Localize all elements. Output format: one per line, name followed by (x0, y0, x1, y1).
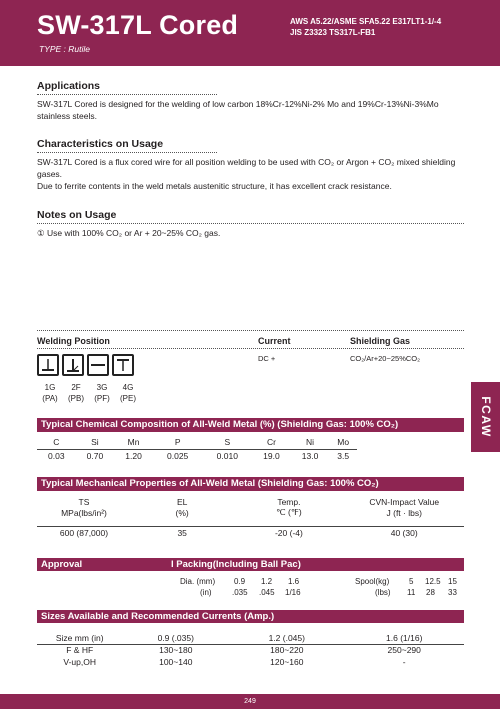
position-3g: 3G (96, 383, 108, 392)
spool-kg-label: Spool(kg) (355, 577, 390, 586)
chem-value-p: 0.025 (167, 450, 189, 461)
current-heading: Current (258, 336, 291, 346)
chem-value-si: 0.70 (86, 450, 104, 461)
spool-lbs-1: 28 (426, 588, 435, 597)
sizes-header-row (37, 632, 464, 644)
chem-value-mn: 1.20 (125, 450, 142, 461)
dia-in-1: .045 (259, 588, 275, 597)
mech-header-temp: Temp. (277, 496, 301, 507)
characteristics-text-1: SW-317L Cored is a flux cored wire for all position welding to be used with CO₂ or Argon + CO₂ mixed shielding gases. (37, 157, 456, 179)
sizes-f-hf-12: 180~220 (270, 645, 304, 656)
notes-divider (37, 223, 464, 224)
welding-position-icons (37, 354, 134, 376)
welding-header-divider (37, 348, 464, 349)
position-code-pb: (PB) (68, 394, 84, 403)
characteristics-heading: Characteristics on Usage (37, 138, 164, 150)
side-tab-label: FCAW (479, 396, 493, 438)
chem-value-s: 0.010 (216, 450, 238, 461)
chem-header-si: Si (91, 437, 99, 448)
chem-header-s: S (224, 437, 231, 448)
dia-in-0: .035 (232, 588, 248, 597)
applications-heading: Applications (37, 80, 101, 92)
chem-value-cr: 19.0 (263, 450, 280, 461)
product-title: SW-317L Cored (37, 10, 239, 40)
chem-value-c: 0.03 (48, 450, 65, 461)
mechanical-header-row (37, 496, 464, 507)
position-4g: 4G (122, 383, 134, 392)
mech-header-cvn: CVN-Impact Value (369, 496, 440, 507)
mech-unit-cvn: J (ft · lbs) (386, 507, 422, 518)
mechanical-value-row (37, 526, 464, 540)
mech-unit-el: (%) (175, 507, 189, 518)
sizes-vup-oh-label: V-up,OH (63, 657, 96, 667)
chemical-header-row (37, 436, 357, 449)
mechanical-unit-row (37, 507, 464, 518)
sizes-table (37, 632, 464, 668)
horizontal-fillet-position-icon (62, 354, 84, 376)
vertical-position-icon (87, 354, 109, 376)
chem-header-mo: Mo (337, 437, 350, 448)
dia-mm-0: 0.9 (234, 577, 246, 586)
sizes-header-16: 1.6 (1/16) (386, 632, 423, 643)
mech-unit-temp: ℃ (℉) (276, 507, 302, 517)
position-code-pa: (PA) (42, 394, 58, 403)
overhead-position-icon (112, 354, 134, 376)
mech-value-el: 35 (177, 528, 187, 539)
sizes-header-12: 1.2 (.045) (268, 632, 305, 643)
welding-top-divider (37, 330, 464, 331)
chemical-value-row (37, 449, 357, 462)
position-2f: 2F (71, 383, 81, 392)
page-number: 249 (244, 698, 256, 705)
type-label: TYPE : Rutile (39, 44, 91, 54)
chem-value-mo: 3.5 (337, 450, 350, 461)
mechanical-properties-bar: Typical Mechanical Properties of All-Weld Metal (Shielding Gas: 100% CO₂) (37, 477, 464, 491)
mech-header-el: EL (176, 496, 188, 507)
spool-kg-row (355, 576, 457, 587)
spool-kg-0: 5 (409, 577, 414, 586)
position-1g: 1G (44, 383, 56, 392)
dia-mm-2: 1.6 (288, 577, 300, 586)
chem-header-mn: Mn (127, 437, 140, 448)
notes-heading: Notes on Usage (37, 209, 117, 221)
sizes-f-hf-09: 130~180 (159, 645, 193, 656)
current-value: DC + (258, 354, 276, 363)
sizes-row-f-hf (37, 644, 464, 656)
dia-mm-label: Dia. (mm) (180, 577, 216, 586)
shielding-gas-heading: Shielding Gas (350, 336, 411, 346)
chem-header-ni: Ni (306, 437, 315, 448)
mech-value-cvn: 40 (30) (390, 528, 418, 539)
mech-value-ts: 600 (87,000) (59, 528, 109, 539)
shielding-gas-value: CO₂/Ar+20~25%CO₂ (350, 354, 421, 363)
sizes-vup-oh-16: - (402, 657, 406, 667)
spool-kg-1: 12.5 (425, 577, 441, 586)
applications-text: SW-317L Cored is designed for the welding of low carbon 18%Cr-12%Ni-2% Mo and 19%Cr-13%Ni-3%Mo stainless steels. (37, 99, 439, 121)
welding-position-heading: Welding Position (37, 336, 110, 346)
chem-header-c: C (53, 437, 60, 448)
approval-bar (37, 558, 464, 571)
position-code-pe: (PE) (120, 394, 136, 403)
sizes-f-hf-label: F & HF (66, 645, 94, 656)
spec-line-1: AWS A5.22/ASME SFA5.22 E317LT1-1/-4 (290, 17, 442, 26)
dia-mm-row (180, 576, 300, 587)
approval-label: Approval (41, 559, 83, 570)
chemical-table (37, 436, 357, 462)
spool-lbs-label: (lbs) (375, 588, 391, 597)
mech-header-ts: TS (78, 496, 90, 507)
sizes-row-vup-oh (37, 656, 464, 668)
packing-label: I Packing(Including Ball Pac) (171, 559, 301, 570)
sizes-header-label: Size mm (in) (55, 632, 104, 643)
chemical-composition-bar: Typical Chemical Composition of All-Weld Metal (%) (Shielding Gas: 100% CO₂) (37, 418, 464, 432)
spool-kg-2: 15 (448, 577, 457, 586)
sizes-f-hf-16: 250~290 (387, 645, 421, 656)
dia-mm-1: 1.2 (261, 577, 273, 586)
characteristics-divider (37, 152, 217, 153)
dia-in-2: 1/16 (285, 588, 301, 597)
dia-in-label: (in) (200, 588, 212, 597)
sizes-vup-oh-12: 120~160 (270, 657, 304, 667)
spec-line-2: JIS Z3323 TS317L-FB1 (290, 28, 376, 37)
spool-lbs-0: 11 (407, 588, 416, 597)
mech-value-temp: -20 (-4) (274, 528, 303, 539)
applications-divider (37, 94, 217, 95)
chem-header-cr: Cr (266, 437, 276, 448)
characteristics-text-2: Due to ferrite contents in the weld metals austenitic structure, it has excellent crack resistance. (37, 181, 392, 191)
position-labels (37, 383, 141, 393)
mechanical-table (37, 496, 464, 540)
sizes-header-09: 0.9 (.035) (157, 632, 194, 643)
sizes-vup-oh-09: 100~140 (159, 657, 193, 667)
mech-unit-ts: MPa(lbs/in²) (61, 507, 107, 518)
flat-position-icon (37, 354, 59, 376)
spool-lbs-2: 33 (448, 588, 457, 597)
sizes-bar: Sizes Available and Recommended Currents (Amp.) (37, 610, 464, 623)
chem-value-ni: 13.0 (301, 450, 319, 461)
position-code-pf: (PF) (94, 394, 110, 403)
position-codes (37, 394, 141, 404)
chem-header-p: P (174, 437, 181, 448)
notes-item-1: ① Use with 100% CO₂ or Ar + 20~25% CO₂ gas. (37, 228, 221, 238)
